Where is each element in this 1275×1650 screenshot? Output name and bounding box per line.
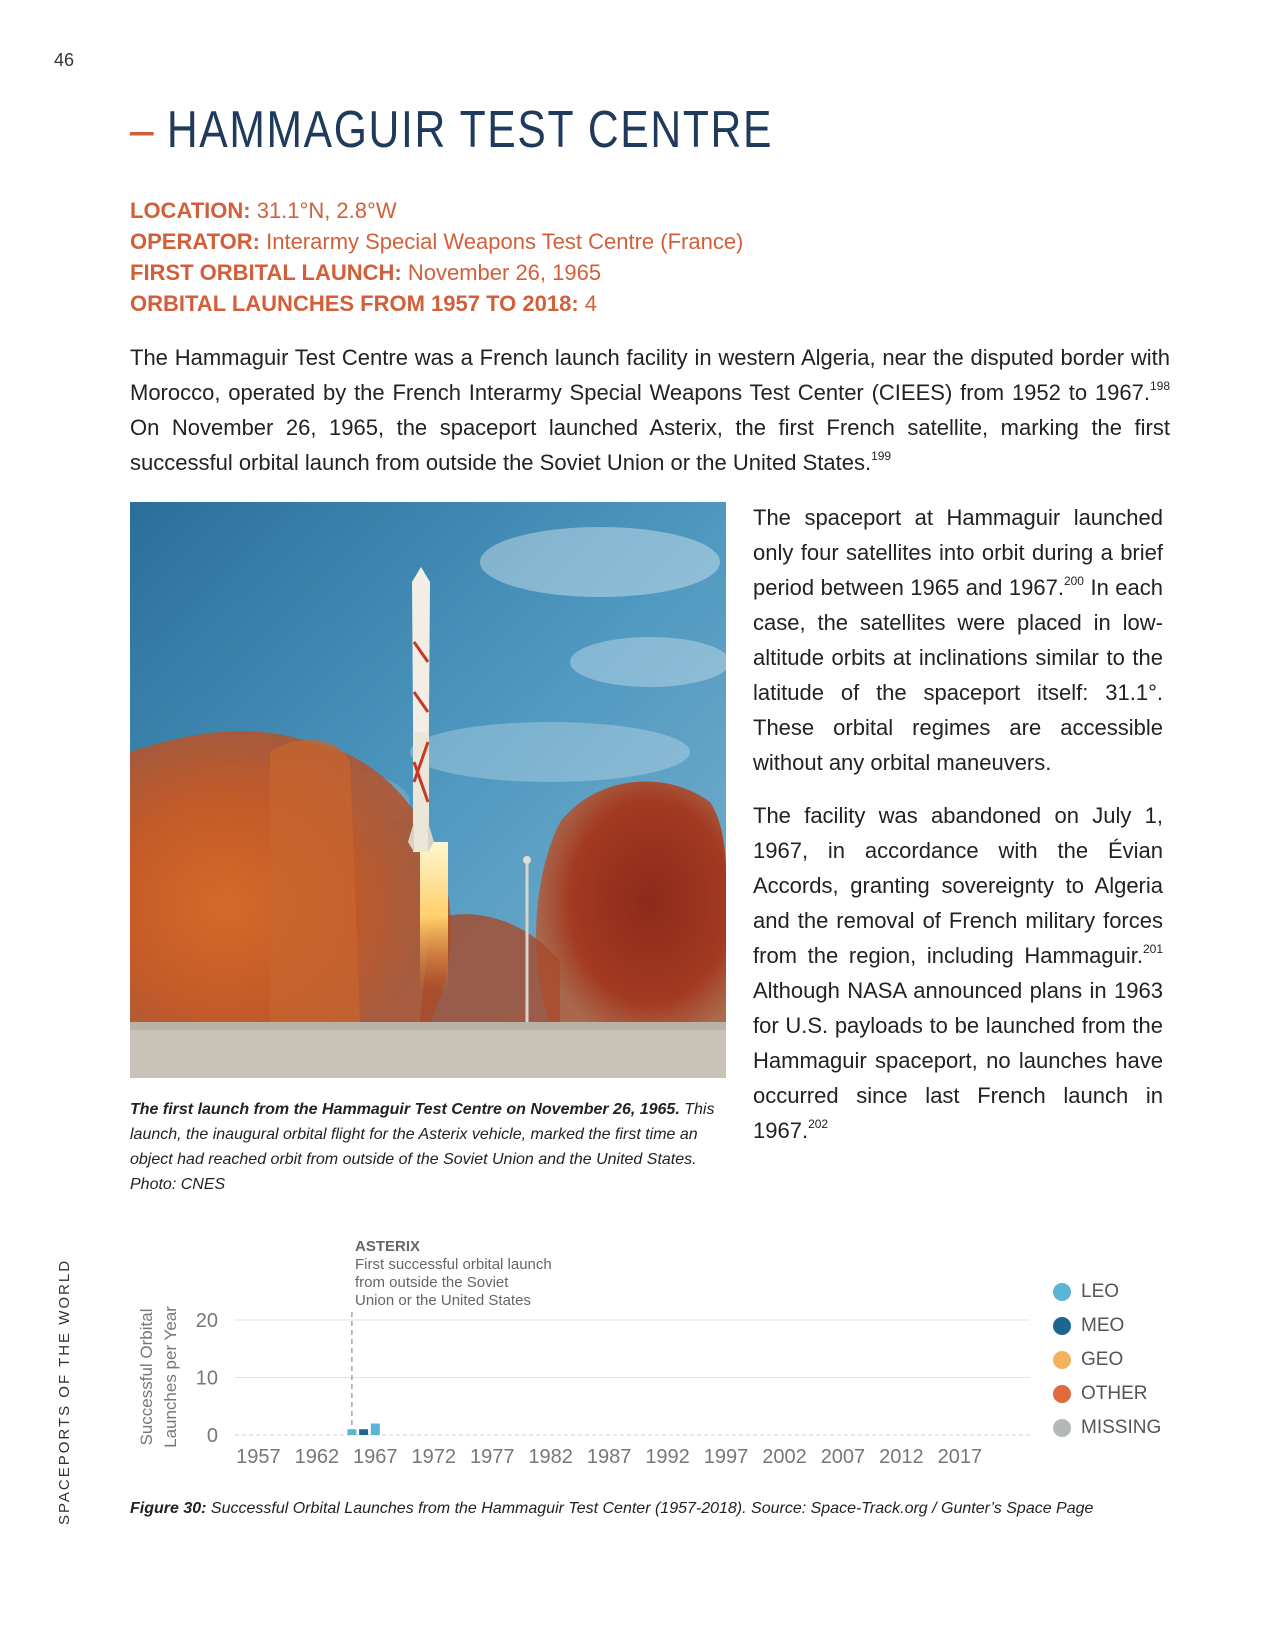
page-number: 46	[54, 50, 75, 70]
fact-operator: OPERATOR: Interarmy Special Weapons Test Centre (France)	[130, 229, 744, 254]
y-axis-label: Launches per Year	[161, 1306, 180, 1448]
x-tick-label: 1992	[645, 1446, 690, 1468]
x-tick-label: 1957	[236, 1446, 281, 1468]
legend-dot-meo	[1053, 1317, 1071, 1335]
legend-dot-leo	[1053, 1283, 1071, 1301]
x-tick-label: 1972	[411, 1446, 456, 1468]
y-tick-label: 10	[195, 1367, 218, 1390]
y-tick-label: 20	[195, 1310, 218, 1332]
x-tick-label: 1967	[353, 1446, 398, 1468]
y-tick-label: 0	[206, 1425, 218, 1447]
column-paragraph-2: The facility was abandoned on July 1, 1967, in accordance with the Évian Accords, granting sovereignty to Algeria and the removal of French military forces from the region, including Hammaguir.$^{201}$ Although NASA announced plans in 1963 for U.S. payloads to be launched from the Hammaguir spaceport, no launches have occurred since last French launch in 1967.$^{202}$	[753, 803, 1163, 1143]
x-tick-label: 1977	[469, 1446, 515, 1468]
legend-item-leo: LEO	[1053, 1275, 1161, 1309]
chart-annotation: ASTERIX First successful orbital launch from outside the Soviet Union or the United States	[355, 1238, 552, 1309]
bar-meo	[359, 1429, 368, 1435]
x-tick-label: 1962	[294, 1446, 340, 1468]
chart-legend	[1053, 1275, 1161, 1445]
title-text: HAMMAGUIR TEST CENTRE	[166, 101, 774, 159]
footnote-ref: 201	[1142, 941, 1163, 956]
bar-leo	[347, 1429, 356, 1435]
footnote-ref: 198	[1149, 378, 1170, 393]
title-dash: –	[130, 101, 156, 159]
legend-item-missing: MISSING	[1053, 1411, 1161, 1445]
side-running-label: SPACEPORTS OF THE WORLD	[56, 1258, 73, 1525]
bar-leo	[371, 1424, 380, 1436]
fact-first-launch: FIRST ORBITAL LAUNCH: November 26, 1965	[130, 260, 602, 285]
fact-location: LOCATION: 31.1°N, 2.8°W	[130, 198, 397, 223]
x-tick-label: 1982	[528, 1446, 573, 1468]
footnote-ref: 202	[808, 1116, 829, 1131]
figure-caption: Figure 30: Successful Orbital Launches from the Hammaguir Test Center (1957-2018). Source: Space-Track.org / Gunter’s Space Page	[130, 1500, 1094, 1517]
fact-launch-count: ORBITAL LAUNCHES FROM 1957 TO 2018: 4	[130, 291, 598, 316]
footnote-ref: 199	[871, 448, 892, 463]
legend-dot-geo	[1053, 1351, 1071, 1369]
x-tick-label: 2007	[820, 1446, 866, 1468]
x-tick-label: 1987	[586, 1446, 632, 1468]
x-tick-label: 2002	[762, 1446, 807, 1468]
footnote-ref: 200	[1063, 573, 1084, 588]
x-tick-label: 1997	[703, 1446, 749, 1468]
x-tick-label: 2012	[879, 1446, 924, 1468]
x-tick-label: 2017	[937, 1446, 983, 1468]
y-axis-label: Successful Orbital	[137, 1308, 156, 1446]
column-paragraph-1: The spaceport at Hammaguir launched only four satellites into orbit during a brief period between 1965 and 1967.$^{200}$ In each case, the satellites were placed in low-altitude orbits at inclinations similar to the latitude of the spaceport itself: 31.1°. These orbital regimes are accessible without any orbital maneuvers.	[753, 505, 1163, 775]
legend-item-other: OTHER	[1053, 1377, 1161, 1411]
legend-item-meo: MEO	[1053, 1309, 1161, 1343]
legend-dot-missing	[1053, 1419, 1071, 1437]
legend-item-geo: GEO	[1053, 1343, 1161, 1377]
legend-dot-other	[1053, 1385, 1071, 1403]
photo-caption: The first launch from the Hammaguir Test Centre on November 26, 1965. This launch, the inaugural orbital flight for the Asterix vehicle, marked the first time an object had reached orbit from outside of the Soviet Union and the United States. Photo: CNES	[130, 1101, 715, 1193]
intro-paragraph: The Hammaguir Test Centre was a French launch facility in western Algeria, near the disputed border with Morocco, operated by the French Interarmy Special Weapons Test Center (CIEES) from 1952 to 1967.$^{198}$ On November 26, 1965, the spaceport launched Asterix, the first French satellite, marking the first successful orbital launch from outside the Soviet Union or the United States.$^{199}$	[130, 345, 1170, 475]
